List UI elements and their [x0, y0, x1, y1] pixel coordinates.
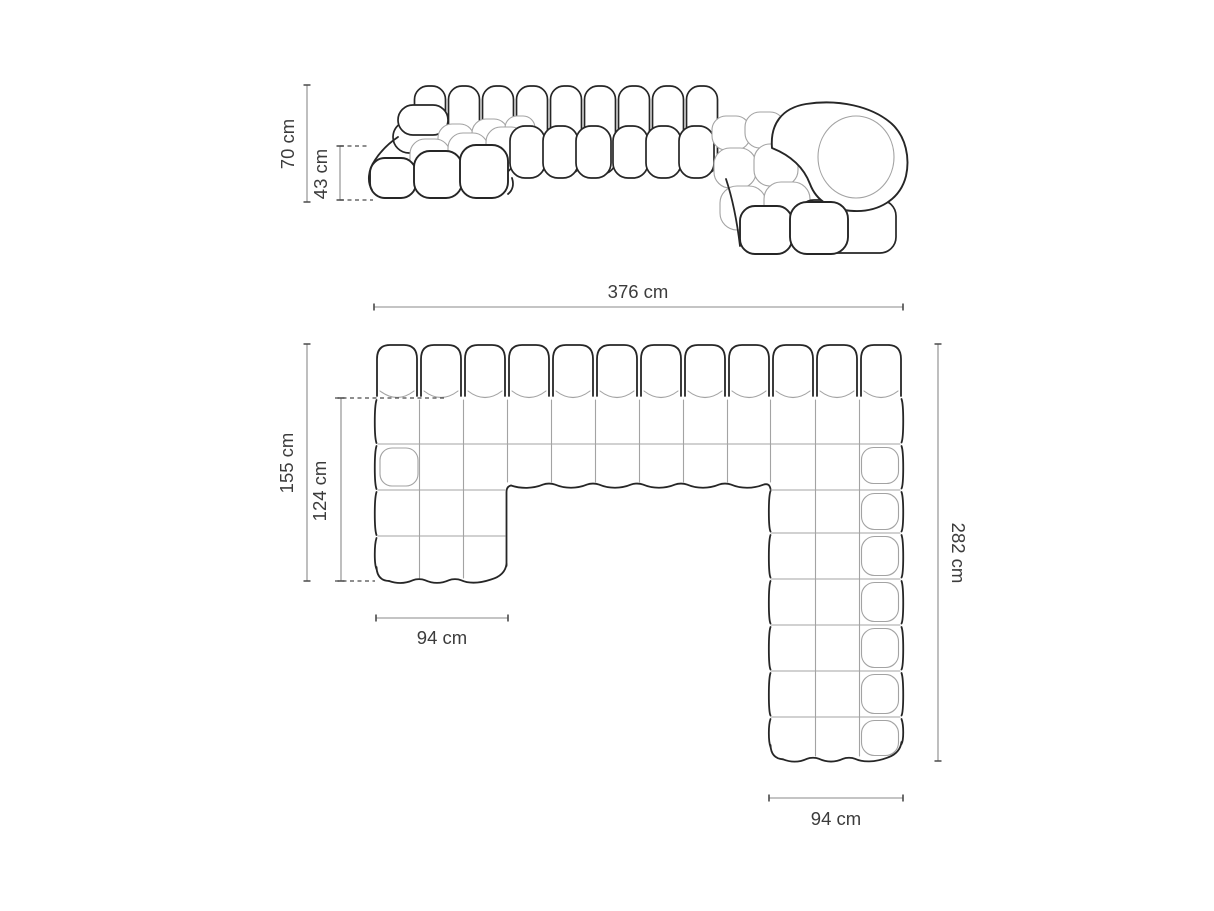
dim-label-left-inner-depth: 124 cm	[309, 460, 330, 522]
dim-label-left-depth: 155 cm	[276, 432, 297, 494]
plan-tuft-grid	[378, 400, 900, 756]
dim-label-total-height: 70 cm	[277, 118, 298, 170]
plan-right-chaise-outline	[769, 399, 903, 762]
front-view-dimensions	[277, 85, 373, 202]
plan-backrest-bubbles	[377, 345, 901, 398]
dim-label-total-width: 376 cm	[607, 281, 669, 302]
dim-label-right-width: 94 cm	[810, 808, 862, 829]
front-view	[277, 85, 907, 254]
plan-seat-front-edge	[511, 484, 771, 489]
top-view	[276, 281, 969, 829]
dim-label-left-width: 94 cm	[416, 627, 468, 648]
dim-label-seat-height: 43 cm	[310, 148, 331, 200]
dim-label-right-depth: 282 cm	[948, 522, 969, 584]
top-view-dimensions	[276, 281, 969, 829]
plan-left-chaise-outline	[375, 400, 511, 583]
